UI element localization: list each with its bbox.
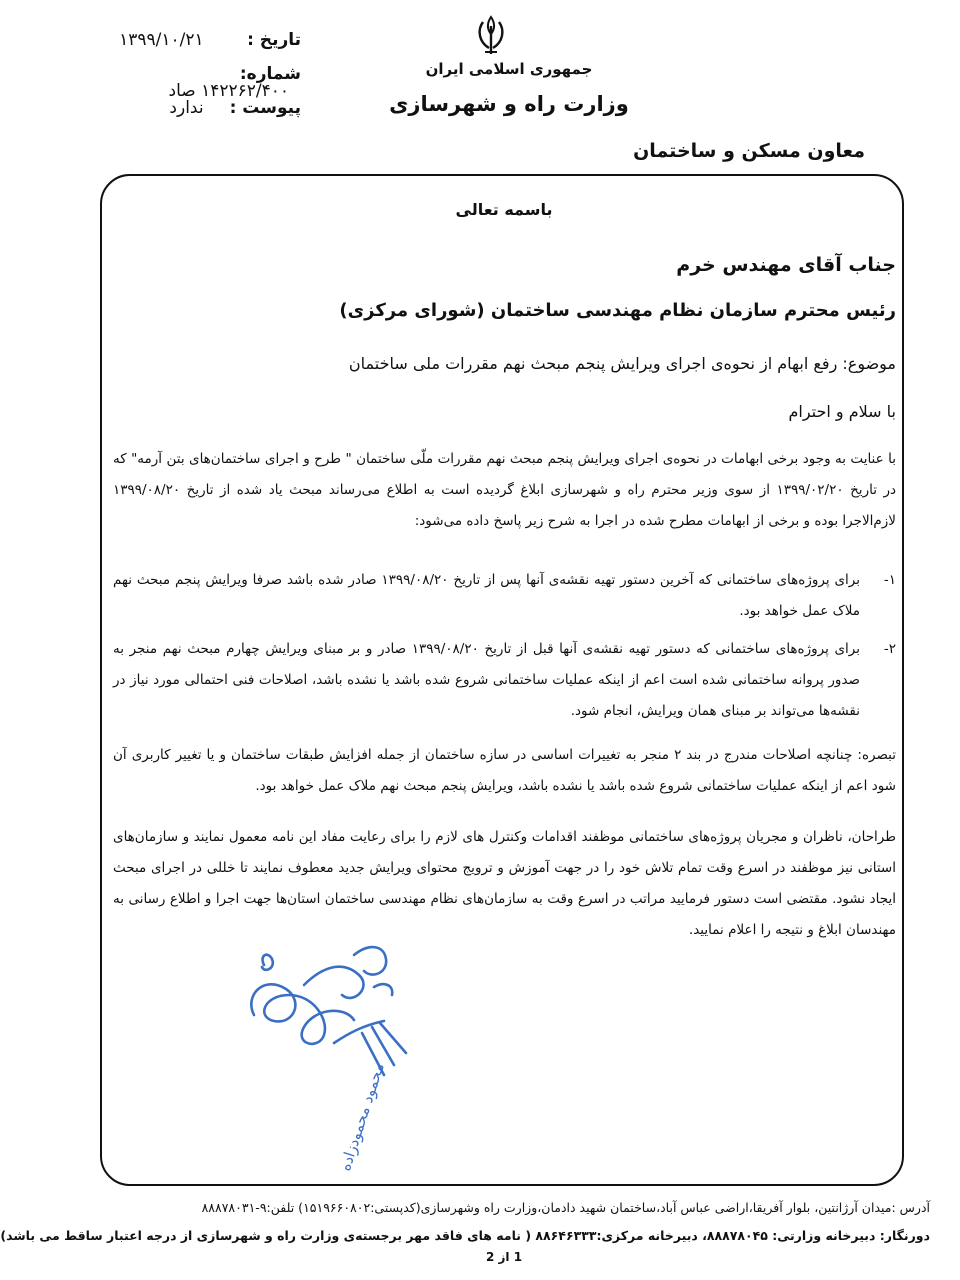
footer-fax: دورنگار: دبیرخانه وزارتی: ۸۸۸۷۸۰۴۵، دبیرخانه مرکزی:۸۸۶۴۶۳۳۳ ( نامه های فاقد مهر برجسته‌ی وزارت راه و شهرسازی از درجه اعتبار ساقط می باشد) [0, 1228, 930, 1243]
list-item-number: ۱- [883, 572, 896, 588]
date-value: ۱۳۹۹/۱۰/۲۱ [119, 30, 204, 50]
attachment-value: ندارد [169, 98, 204, 118]
list-item-number: ۲- [883, 641, 896, 657]
number-value: ۱۴۲۲۶۲/۴۰۰ صاد [168, 81, 289, 101]
page-number: 1 از 2 [485, 1250, 523, 1264]
date-label: تاریخ : [247, 30, 301, 50]
addressee-name: جناب آقای مهندس خرم [676, 254, 896, 276]
list-item [113, 634, 896, 727]
list-item-text: برای پروژه‌های ساختمانی که آخرین دستور تهیه نقشه‌ی آنها پس از تاریخ ۱۳۹۹/۰۸/۲۰ صادر شده باشد صرفا ویرایش پنجم مبحث نهم ملاک عمل خواهد بود. [113, 572, 860, 619]
list-item [113, 565, 896, 627]
signature-name: محمود محمودزاده [335, 1060, 388, 1174]
ministry-title: وزارت راه و شهرسازی [389, 92, 629, 116]
footer-address: آدرس :میدان آرژانتین، بلوار آفریقا،اراضی عباس آباد،ساختمان شهید دادمان،وزارت راه وشهرسازی(کدپستی:۱۵۱۹۶۶۰۸۰۲) تلفن:۹-۸۸۸۷۸۰۳۱ [201, 1200, 930, 1215]
list-item-text: برای پروژه‌های ساختمانی که دستور تهیه نقشه‌ی آنها قبل از تاریخ ۱۳۹۹/۰۸/۲۰ صادر و بر مبنای ویرایش چهارم مبحث نهم منجر به صدور پروانه ساختمانی شده است اعم از اینکه عملیات ساختمانی شروع شده باشد یا نشده باشد، اصلاحات فنی احتمالی مورد نیاز در نقشه‌ها می‌تواند بر مبنای همان ویرایش، انجام شود. [113, 641, 861, 719]
closing-paragraph: طراحان، ناظران و مجریان پروژه‌های ساختمانی موظفند اقدامات وکنترل های لازم را برای رعایت مفاد این نامه معمول نمایند و سازمان‌های استانی نیز موظفند در اسرع وقت تمام تلاش خود را در جهت آموزش و ترویج محتوای ویرایش جدید معطوف نمایند تا خللی در اجرای مبحث ایجاد نشود. مقتضی است دستور فرمایید مراتب در اسرع وقت به سازمان‌های نظام مهندسی ساختمان استان‌ها جهت اجرا و اطلاع رسانی به مهندسان ابلاغ و نتیجه را اعلام نمایید. [113, 829, 896, 938]
signature [234, 925, 419, 1174]
intro-paragraph: با عنایت به وجود برخی ابهامات در نحوه‌ی اجرای ویرایش پنجم مبحث نهم مقررات ملّی ساختمان " طرح و اجرای ساختمان‌های بتن آرمه" که در تاریخ ۱۳۹۹/۰۲/۲۰ از سوی وزیر محترم راه و شهرسازی ابلاغ گردیده است به اطلاع می‌رساند مبحث یاد شده از تاریخ ۱۳۹۹/۰۸/۲۰ لازم‌الاجرا بوده و برخی از ابهامات مطرح شده در اجرا به شرح زیر پاسخ داده می‌شود: [113, 451, 896, 529]
iran-emblem-icon [473, 14, 509, 56]
greeting: با سلام و احترام [788, 402, 896, 421]
addressee-title: رئیس محترم سازمان نظام مهندسی ساختمان (شورای مرکزی) [339, 300, 896, 321]
number-row [91, 66, 301, 100]
department-title: معاون مسکن و ساختمان [633, 140, 865, 162]
date-row [111, 32, 301, 49]
subject-line: موضوع: رفع ابهام از نحوه‌ی اجرای ویرایش پنجم مبحث نهم مقررات ملی ساختمان [348, 354, 896, 373]
attachment-label: پیوست : [229, 98, 301, 118]
number-label: شماره: [239, 64, 301, 84]
attachment-row [129, 100, 301, 117]
note-paragraph: تبصره: چنانچه اصلاحات مندرج در بند ۲ منجر به تغییرات اساسی در سازه ساختمان از جمله افزایش طبقات ساختمان و یا تغییر کاربری آن شود اعم از اینکه عملیات ساختمانی شروع شده باشد یا نشده باشد، ویرایش پنجم مبحث نهم ملاک عمل خواهد بود. [113, 747, 897, 794]
republic-title: جمهوری اسلامی ایران [425, 60, 593, 78]
bismillah: باسمه تعالی [455, 200, 553, 219]
